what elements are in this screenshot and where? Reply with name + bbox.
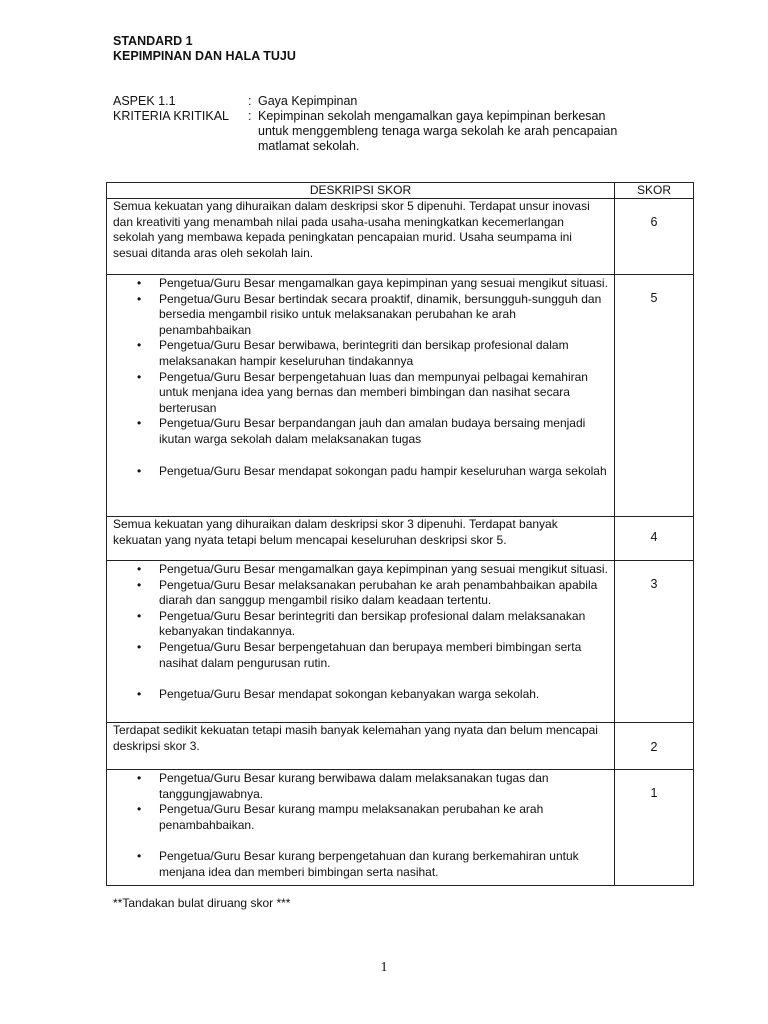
page-number: 1 [380, 960, 388, 975]
bullet-item: • Pengetua/Guru Besar berpengetahuan dan berupaya memberi bimbingan serta nasihat dalam pengurusan rutin. [159, 640, 608, 671]
score-cell: 6 [615, 199, 694, 275]
desc-cell [107, 770, 615, 886]
bullet-item: • Pengetua/Guru Besar berpandangan jauh dan amalan budaya bersaing menjadi ikutan warga sekolah dalam melaksanakan tugas [159, 416, 608, 447]
footnote: **Tandakan bulat diruang skor *** [113, 896, 291, 910]
bullet-item: • Pengetua/Guru Besar berwibawa, berintegriti dan bersikap profesional dalam melaksanakan hampir keseluruhan tindakannya [159, 338, 608, 369]
score-cell: 3 [615, 561, 694, 723]
desc-cell [107, 275, 615, 517]
table-row [107, 723, 694, 770]
bullet-item: • Pengetua/Guru Besar mendapat sokongan padu hampir keseluruhan warga sekolah [159, 464, 608, 480]
table-row [107, 275, 694, 517]
bullet-item: • Pengetua/Guru Besar mengamalkan gaya kepimpinan yang sesuai mengikut situasi. [159, 562, 608, 578]
table-row [107, 561, 694, 723]
score-cell: 4 [615, 517, 694, 561]
rubric-header-row [107, 183, 694, 199]
kriteria-label: KRITERIA KRITIKAL [113, 109, 230, 123]
bullet-item: • Pengetua/Guru Besar melaksanakan perubahan ke arah penambahbaikan apabila diarah dan sanggup mengambil risiko dalam keadaan tertentu. [159, 578, 608, 609]
bullet-item: • Pengetua/Guru Besar mengamalkan gaya kepimpinan yang sesuai mengikut situasi. [159, 276, 608, 292]
bullet-item: • Pengetua/Guru Besar kurang mampu melaksanakan perubahan ke arah penambahbaikan. [159, 802, 608, 833]
rubric-table [106, 182, 694, 886]
standard-title: KEPIMPINAN DAN HALA TUJU [113, 49, 296, 63]
desc-text: Semua kekuatan yang dihuraikan dalam deskripsi skor 3 dipenuhi. Terdapat banyak kekuatan yang nyata tetapi belum mencapai keseluruhan deskripsi skor 5. [113, 517, 558, 547]
table-row [107, 199, 694, 275]
bullet-item: • Pengetua/Guru Besar berpengetahuan luas dan mempunyai pelbagai kemahiran untuk menjana idea yang bernas dan memberi bimbingan dan nasihat secara berterusan [159, 370, 608, 417]
col-header-score: SKOR [615, 183, 694, 199]
kriteria-value: Kepimpinan sekolah mengamalkan gaya kepimpinan berkesan untuk menggembleng tenaga warga sekolah ke arah pencapaian matlamat sekolah. [258, 109, 618, 153]
aspek-label: ASPEK 1.1 [113, 94, 176, 108]
bullet-item: • Pengetua/Guru Besar kurang berpengetahuan dan kurang berkemahiran untuk menjana idea dan memberi bimbingan serta nasihat. [159, 849, 608, 880]
desc-cell [107, 199, 615, 275]
col-header-desc: DESKRIPSI SKOR [107, 183, 615, 199]
bullet-item: • Pengetua/Guru Besar mendapat sokongan kebanyakan warga sekolah. [159, 687, 608, 703]
aspek-block: ASPEK 1.1 : Gaya Kepimpinan KRITERIA KRITIKAL : Kepimpinan sekolah mengamalkan gaya kepimpinan berkesan untuk menggembleng tenaga warga sekolah ke arah pencapaian matlamat sekolah. [113, 94, 638, 154]
bullet-item: • Pengetua/Guru Besar berintegriti dan bersikap profesional dalam melaksanakan kebanyakan tindakannya. [159, 609, 608, 640]
table-row [107, 517, 694, 561]
desc-cell [107, 517, 615, 561]
bullet-item: • Pengetua/Guru Besar bertindak secara proaktif, dinamik, bersungguh-sungguh dan bersedia mengambil risiko untuk melaksanakan perubahan ke arah penambahbaikan [159, 292, 608, 339]
score-cell: 1 [615, 770, 694, 886]
document-header [113, 34, 296, 64]
desc-text: Terdapat sedikit kekuatan tetapi masih banyak kelemahan yang nyata dan belum mencapai deskripsi skor 3. [113, 723, 598, 753]
desc-cell [107, 561, 615, 723]
score-cell: 2 [615, 723, 694, 770]
bullet-item: • Pengetua/Guru Besar kurang berwibawa dalam melaksanakan tugas dan tanggungjawabnya. [159, 771, 608, 802]
score-cell: 5 [615, 275, 694, 517]
desc-cell [107, 723, 615, 770]
desc-text: Semua kekuatan yang dihuraikan dalam deskripsi skor 5 dipenuhi. Terdapat unsur inovasi dan kreativiti yang menambah nilai pada usaha-usaha meningkatkan kecemerlangan sekolah yang membawa kepada peningkatan pencapaian murid. Usaha seumpama ini sesuai ditanda aras oleh sekolah lain. [113, 199, 590, 260]
table-row [107, 770, 694, 886]
standard-label: STANDARD 1 [113, 34, 193, 48]
aspek-value: Gaya Kepimpinan [258, 94, 358, 108]
